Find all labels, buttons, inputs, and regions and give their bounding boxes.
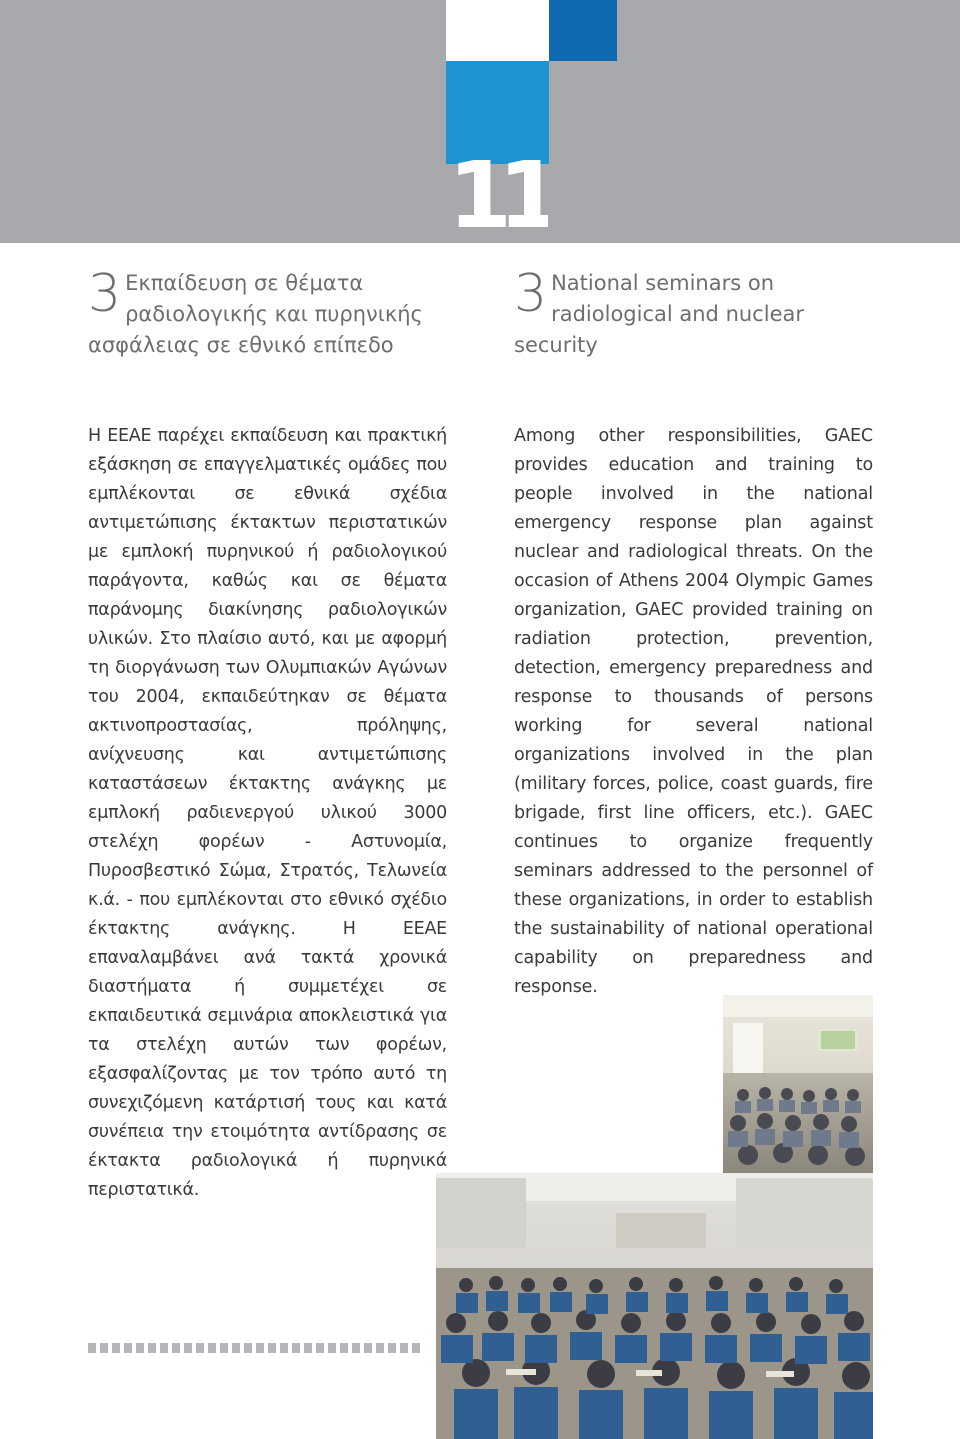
greek-section-number: 3 [88, 264, 122, 324]
chapter-number: 11 [448, 150, 549, 243]
seminar-audience-photo [436, 1173, 873, 1439]
decorative-square-white [446, 0, 549, 61]
dotted-divider [88, 1343, 423, 1353]
greek-title-line-2: ραδιολογικής και πυρηνικής [125, 302, 423, 326]
greek-title-line-3: ασφάλειας σε εθνικό επίπεδο [88, 333, 394, 357]
seminar-room-photo-small [723, 995, 873, 1173]
english-title-line-1: National seminars on [551, 271, 775, 295]
english-section-number: 3 [514, 264, 548, 324]
greek-title-line-1: Εκπαίδευση σε θέματα [125, 271, 364, 295]
greek-body-text: Η ΕΕΑΕ παρέχει εκπαίδευση και πρακτική εξάσκηση σε επαγγελματικές ομάδες που εμπλέκονται σε εθνικά σχέδια αντιμετώπισης έκτακτων περιστατικών με εμπλοκή πυρηνικού ή ραδιολογικού παράγοντα, καθώς και σε θέματα παράνομης διακίνησης ραδιολογικών υλικών. Στο πλαίσιο αυτό, και με αφορμή τη διοργάνωση των Ολυμπιακών Αγώνων του 2004, εκπαιδεύτηκαν σε θέματα ακτινοπροστασίας, πρόληψης, ανίχνευσης και αντιμετώπισης καταστάσεων έκτακτης ανάγκης με εμπλοκή ραδιενεργού υλικού 3000 στελέχη φορέων - Αστυνομία, Πυροσβεστικό Σώμα, Στρατός, Τελωνεία κ.ά. - που εμπλέκονται στο εθνικό σχέδιο έκτακτης ανάγκης. Η ΕΕΑΕ επαναλαμβάνει ανά τακτά χρονικά διαστήματα ή συμμετέχει σε εκπαιδευτικά σεμινάρια αποκλειστικά για τα στελέχη αυτών των φορέων, εξασφαλίζοντας με τον τρόπο αυτό τη συνεχιζόμενη κατάρτισή τους και κατά συνέπεια την ετοιμότητα αντίδρασης σε έκτακτα ραδιολογικά ή πυρηνικά περιστατικά. [88, 426, 447, 1200]
decorative-square-light-blue [446, 61, 549, 164]
english-title-line-3: security [514, 333, 598, 357]
english-body-text: Among other responsibilities, GAEC provides education and training to people involved in the national emergency response plan against nuclear and radiological threats. On the occasion of Athens 2004 Olympic Games organization, GAEC provided training on radiation protection, prevention, detection, emergency preparedness and response to thousands of persons working for several national organizations involved in the plan (military forces, police, coast guards, fire brigade, first line officers, etc.). GAEC continues to organize frequently seminars addressed to the personnel of these organizations, in order to establish the sustainability of national operational capability on preparedness and response. [514, 426, 873, 997]
greek-section-heading [88, 264, 468, 361]
decorative-square-dark-blue [549, 0, 617, 61]
english-title-line-2: radiological and nuclear [551, 302, 804, 326]
english-section-heading [514, 264, 894, 361]
